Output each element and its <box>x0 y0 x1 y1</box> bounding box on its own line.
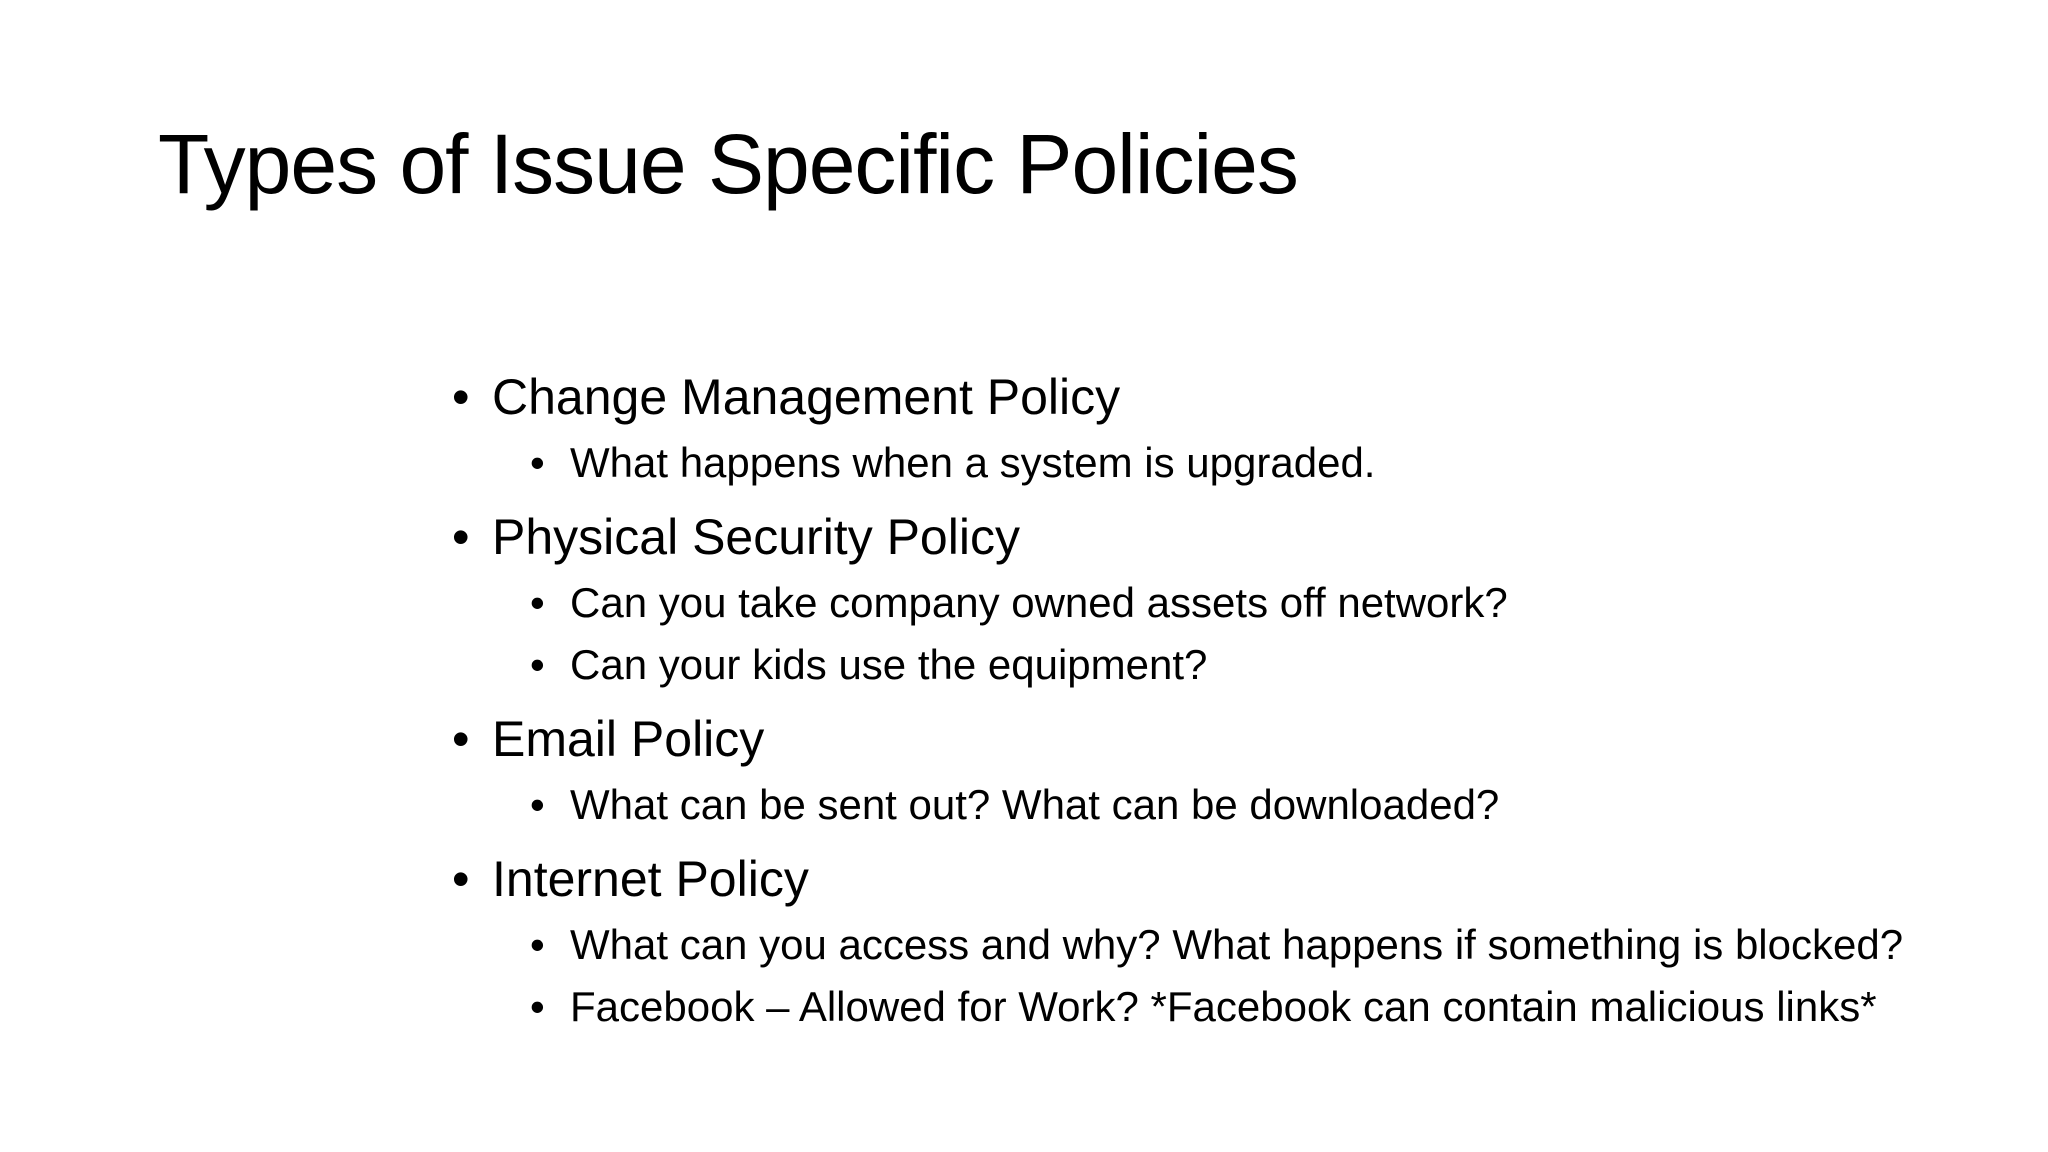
bullet-icon: • <box>452 851 470 907</box>
sub-bullet-text: What happens when a system is upgraded. <box>570 439 1376 486</box>
sub-bullet-text: Can you take company owned assets off network? <box>570 579 1508 626</box>
bullet-level-2 <box>452 578 2012 628</box>
sub-bullet-text: Can your kids use the equipment? <box>570 641 1208 688</box>
bullet-level-2 <box>452 982 2012 1032</box>
bullet-text: Internet Policy <box>492 851 809 907</box>
bullet-level-1 <box>452 368 2012 426</box>
bullet-icon: • <box>530 641 545 688</box>
bullet-text: Physical Security Policy <box>492 509 1020 565</box>
bullet-icon: • <box>452 369 470 425</box>
sub-bullet-text: Facebook – Allowed for Work? *Facebook can contain malicious links* <box>570 983 1877 1030</box>
bullet-text: Email Policy <box>492 711 765 767</box>
bullet-level-1 <box>452 508 2012 566</box>
list-item-physical-security <box>452 508 2012 690</box>
bullet-icon: • <box>530 921 545 968</box>
bullet-level-2 <box>452 780 2012 830</box>
bullet-icon: • <box>452 711 470 767</box>
bullet-level-2 <box>452 438 2012 488</box>
bullet-icon: • <box>530 983 545 1030</box>
bullet-icon: • <box>530 579 545 626</box>
bullet-level-2 <box>452 640 2012 690</box>
bullet-list <box>452 368 2012 1032</box>
bullet-level-1 <box>452 850 2012 908</box>
bullet-icon: • <box>530 781 545 828</box>
sub-bullet-text: What can you access and why? What happens if something is blocked? <box>570 921 1904 968</box>
bullet-icon: • <box>530 439 545 486</box>
bullet-text: Change Management Policy <box>492 369 1121 425</box>
sub-bullet-text: What can be sent out? What can be downloaded? <box>570 781 1500 828</box>
bullet-level-1 <box>452 710 2012 768</box>
list-item-email <box>452 710 2012 830</box>
list-item-change-management <box>452 368 2012 488</box>
list-item-internet <box>452 850 2012 1032</box>
bullet-level-2 <box>452 920 2012 970</box>
slide-title: Types of Issue Specific Policies <box>158 117 1298 211</box>
bullet-icon: • <box>452 509 470 565</box>
